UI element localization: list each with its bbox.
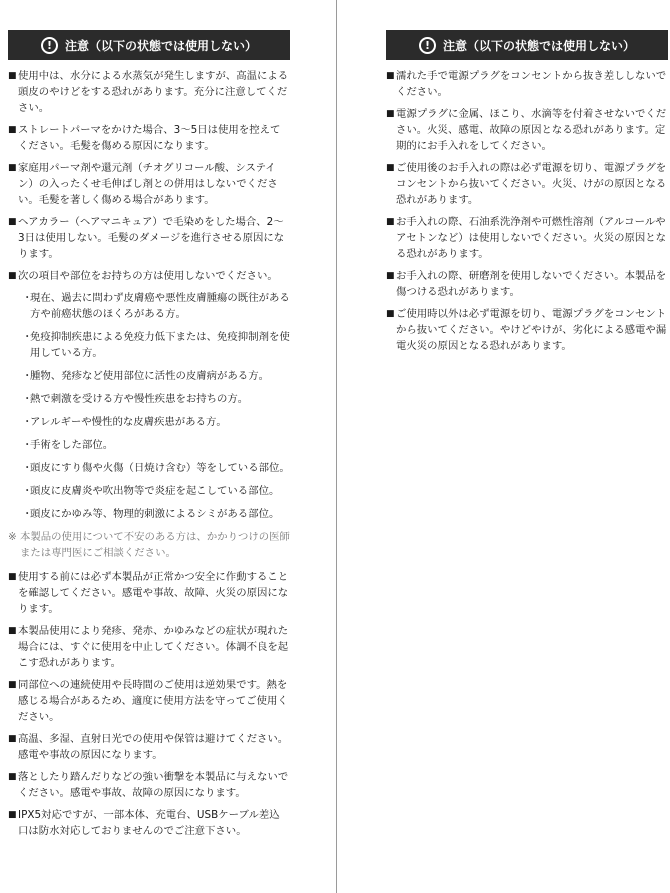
condition-subitem: ・ 手術をした部位。 bbox=[22, 439, 114, 451]
caution-header bbox=[8, 30, 290, 60]
square-bullet-icon: ■ bbox=[8, 572, 17, 582]
condition-subitem: ・ 頭皮にかゆみ等、物理的刺激によるシミがある部位。 bbox=[22, 508, 280, 520]
caution-item: ■ 同部位への連続使用や長時間のご使用は逆効果です。熱を感じる場合があるため、適度に使用方法を守ってご使用ください。 bbox=[8, 679, 288, 723]
caution-item: ■ 本製品使用により発疹、発赤、かゆみなどの症状が現れた場合には、すぐに使用を中止してください。体調不良を起こす恐れがあります。 bbox=[8, 625, 289, 669]
square-bullet-icon: ■ bbox=[8, 125, 17, 135]
caution-item: ■ 家庭用パーマ剤や還元剤（チオグリコール酸、システイン）の入ったくせ毛伸ばし剤との併用はしないでください。毛髪を著しく傷める場合があります。 bbox=[8, 162, 278, 206]
condition-subitem: ・ 腫物、発疹など使用部位に活性の皮膚病がある方。 bbox=[22, 370, 269, 382]
exclamation-icon: ! bbox=[419, 37, 436, 54]
square-bullet-icon: ■ bbox=[386, 71, 395, 81]
square-bullet-icon: ■ bbox=[8, 626, 17, 636]
square-bullet-icon: ■ bbox=[8, 71, 17, 81]
condition-subitem: ・ 熱で刺激を受ける方や慢性疾患をお持ちの方。 bbox=[22, 393, 249, 405]
caution-item: ■ 高温、多湿、直射日光での使用や保管は避けてください。感電や事故の原因になります。 bbox=[8, 733, 289, 761]
square-bullet-icon: ■ bbox=[386, 109, 395, 119]
caution-header bbox=[386, 30, 668, 60]
condition-subitem: ・ 現在、過去に問わず皮膚癌や悪性皮膚腫瘍の既往がある方や前癌状態のほくろがある方。 bbox=[22, 292, 290, 320]
caution-item: ■ 濡れた手で電源プラグをコンセントから抜き差ししないでください。 bbox=[386, 70, 667, 98]
square-bullet-icon: ■ bbox=[8, 163, 17, 173]
condition-subitem: ・ 頭皮にすり傷や火傷（日焼け含む）等をしている部位。 bbox=[22, 462, 290, 474]
doctor-note: ※ 本製品の使用について不安のある方は、かかりつけの医師または専門医にご相談ください。 bbox=[8, 531, 290, 559]
square-bullet-icon: ■ bbox=[8, 810, 17, 820]
column-divider bbox=[336, 0, 337, 893]
caution-title: 注意（以下の状態では使用しない） bbox=[442, 38, 635, 53]
condition-subitem: ・ 頭皮に皮膚炎や吹出物等で炎症を起こしている部位。 bbox=[22, 485, 280, 497]
right-column bbox=[386, 30, 668, 360]
caution-item: ■ ストレートパーマをかけた場合、3～5日は使用を控えてください。毛髪を傷める原因になります。 bbox=[8, 124, 281, 152]
caution-item: ■ IPX5対応ですが、一部本体、充電台、USBケーブル差込口は防水対応しておりませんのでご注意下さい。 bbox=[8, 809, 280, 837]
square-bullet-icon: ■ bbox=[386, 217, 395, 227]
condition-subitem: ・ アレルギーや慢性的な皮膚疾患がある方。 bbox=[22, 416, 227, 428]
exclamation-icon: ! bbox=[41, 37, 58, 54]
square-bullet-icon: ■ bbox=[386, 271, 395, 281]
caution-item: ■ 次の項目や部位をお持ちの方は使用しないでください。 bbox=[8, 270, 278, 282]
caution-item: ■ お手入れの際、研磨剤を使用しないでください。本製品を傷つける恐れがあります。 bbox=[386, 270, 667, 298]
caution-item: ■ ご使用時以外は必ず電源を切り、電源プラグをコンセントから抜いてください。やけどやけが、劣化による感電や漏電火災の原因となる恐れがあります。 bbox=[386, 308, 667, 352]
left-column bbox=[8, 30, 290, 845]
caution-item: ■ お手入れの際、石油系洗浄剤や可燃性溶剤（アルコールやアセトンなど）は使用しないでください。火災の原因となる恐れがあります。 bbox=[386, 216, 667, 260]
square-bullet-icon: ■ bbox=[8, 734, 17, 744]
square-bullet-icon: ■ bbox=[8, 217, 17, 227]
caution-item: ■ 電源プラグに金属、ほこり、水滴等を付着させないでください。火災、感電、故障の原因となる恐れがあります。定期的にお手入れをしてください。 bbox=[386, 108, 667, 152]
square-bullet-icon: ■ bbox=[386, 163, 395, 173]
caution-item: ■ 使用中は、水分による水蒸気が発生しますが、高温による頭皮のやけどをする恐れがあります。充分に注意してください。 bbox=[8, 70, 289, 114]
caution-item: ■ 落としたり踏んだりなどの強い衝撃を本製品に与えないでください。感電や事故、故障の原因になります。 bbox=[8, 771, 289, 799]
caution-item: ■ ヘアカラー（ヘアマニキュア）で毛染めをした場合、2～3日は使用しない。毛髪のダメージを進行させる原因になります。 bbox=[8, 216, 285, 260]
caution-item: ■ ご使用後のお手入れの際は必ず電源を切り、電源プラグをコンセントから抜いてください。火災、けがの原因となる恐れがあります。 bbox=[386, 162, 667, 206]
square-bullet-icon: ■ bbox=[8, 772, 17, 782]
caution-title: 注意（以下の状態では使用しない） bbox=[64, 38, 257, 53]
square-bullet-icon: ■ bbox=[386, 309, 395, 319]
square-bullet-icon: ■ bbox=[8, 271, 17, 281]
condition-subitem: ・ 免疫抑制疾患による免疫力低下または、免疫抑制剤を使用している方。 bbox=[22, 331, 290, 359]
square-bullet-icon: ■ bbox=[8, 680, 17, 690]
caution-item: ■ 使用する前には必ず本製品が正常かつ安全に作動することを確認してください。感電や事故、故障、火災の原因になります。 bbox=[8, 571, 289, 615]
